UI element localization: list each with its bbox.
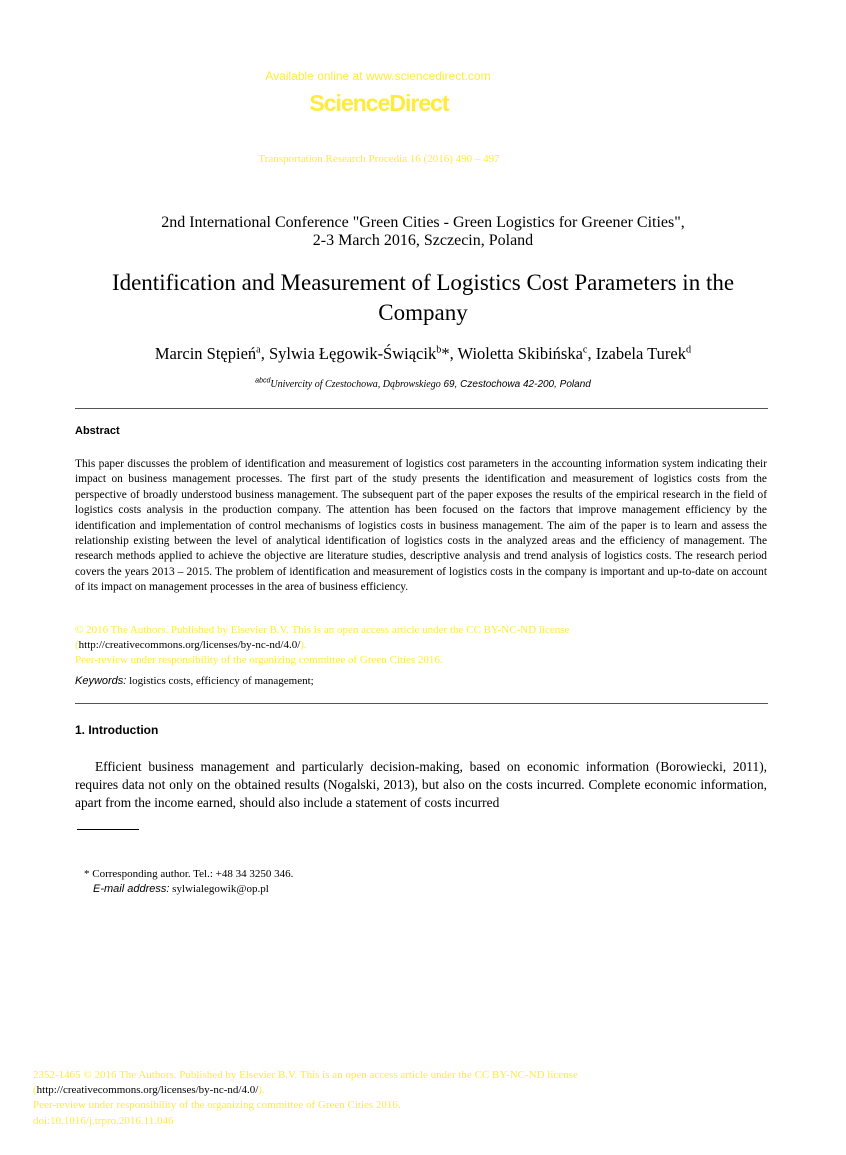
author-2: Sylwia Łęgowik-Świącik$^b$*, (268, 344, 458, 363)
license-link[interactable]: http://creativecommons.org/licenses/by-nc-nd/4.0/ (78, 639, 301, 652)
copyright-line: © 2016 The Authors. Published by Elsevier B.V. This is an open access article under the CC BY-NC-ND license (75, 624, 570, 636)
divider-bottom (75, 703, 768, 704)
conference-line-2: 2-3 March 2016, Szczecin, Poland (312, 232, 534, 249)
author-3: Wioletta Skibińska$^c$, (457, 344, 596, 363)
title-line-1: Identification and Measurement of Logistics Cost Parameters in the (111, 270, 735, 295)
affiliation: $^{abcd}$Univercity of Czestochowa, Dąbrowskiego 69, Czestochowa 42-200, Poland (255, 377, 591, 390)
corresponding-author: * Corresponding author. Tel.: +48 34 3250 346. (84, 868, 294, 880)
email-label: E-mail address: (93, 883, 170, 895)
paper-title (0, 268, 846, 328)
footer-peer-review: Peer-review under responsibility of the organizing committee of Green Cities 2016. (33, 1099, 401, 1112)
footnote (84, 867, 293, 897)
author-1: Marcin Stępień$^a$, (154, 344, 269, 363)
page-footer: 2352-1465 © 2016 The Authors. Published by Elsevier B.V. This is an open access article under the CC BY-NC-ND license (http://creativecommons.org/licenses/by-nc-nd/4.0/). Peer-review under responsibility of the organizing committee of Green Cities 2016. doi:10.1016/j.trpro.2016.11.046 (33, 1068, 833, 1129)
peer-review-line: Peer-review under responsibility of the organizing committee of Green Cities 2016. (75, 654, 443, 667)
footer-doi[interactable]: doi:10.1016/j.trpro.2016.11.046 (33, 1114, 174, 1127)
conference-line-1: 2nd International Conference "Green Cities - Green Logistics for Greener Cities", (161, 214, 685, 231)
keywords (75, 675, 314, 687)
footer-license-link[interactable]: http://creativecommons.org/licenses/by-nc-nd/4.0/ (36, 1084, 259, 1097)
footnote-rule (77, 829, 139, 830)
abstract-body: This paper discusses the problem of identification and measurement of logistics cost parameters in the accounting information system indicating their impact on business management processes. The first part of the study presents the identification and measurement of logistics costs from the perspective of broadly understood business management. The subsequent part of the paper exposes the results of the empirical research in the field of logistics costs analysis in the production company. The attention has been focused on the factors that improve management efficiency by the identification and implementation of control mechanisms of logistics costs in business management. The aim of the paper is to learn and assess the relationship existing between the level of analytical identification of logistics costs in the analyzed areas and the efficiency of management. The research methods applied to achieve the objective are literature studies, descriptive analysis and trend analysis of logistics costs. The research period covers the years 2013 – 2015. The problem of identification and measurement of logistics costs in the company is important and up-to-date on account of its impact on management processes in the area of business efficiency. (75, 458, 767, 594)
title-line-2: Company (378, 300, 468, 325)
keywords-list: logistics costs, efficiency of management; (126, 675, 314, 687)
authors (0, 344, 846, 364)
introduction-paragraph: Efficient business management and particularly decision-making, based on economic information (Borowiecki, 2011), requires data not only on the obtained results (Nogalski, 2013), but also on the costs incurred. Complete economic information, apart from the income earned, should also include a statement of costs incurred (75, 759, 767, 811)
abstract-heading: Abstract (75, 425, 120, 437)
divider-top (75, 408, 768, 409)
abstract-license: © 2016 The Authors. Published by Elsevier B.V. This is an open access article under the CC BY-NC-ND license (http://creativecommons.org/licenses/by-nc-nd/4.0/). Peer-review under responsibility of the organizing committee of Green Cities 2016. (75, 623, 775, 669)
conference-info (0, 214, 846, 250)
keywords-label: Keywords: (75, 675, 127, 687)
footer-copyright: 2352-1465 © 2016 The Authors. Published by Elsevier B.V. This is an open access article under the CC BY-NC-ND license (33, 1069, 578, 1081)
sciencedirect-logo[interactable]: ScienceDirect (309, 90, 449, 116)
author-4: Izabela Turek$^d$ (595, 344, 692, 363)
email-address[interactable]: sylwialegowik@op.pl (169, 883, 269, 895)
section-heading-introduction: 1. Introduction (75, 723, 159, 737)
journal-reference: Transportation Research Procedia 16 (2016) 490 – 497 (258, 153, 500, 165)
available-online-text[interactable]: Available online at www.sciencedirect.com (265, 69, 491, 83)
